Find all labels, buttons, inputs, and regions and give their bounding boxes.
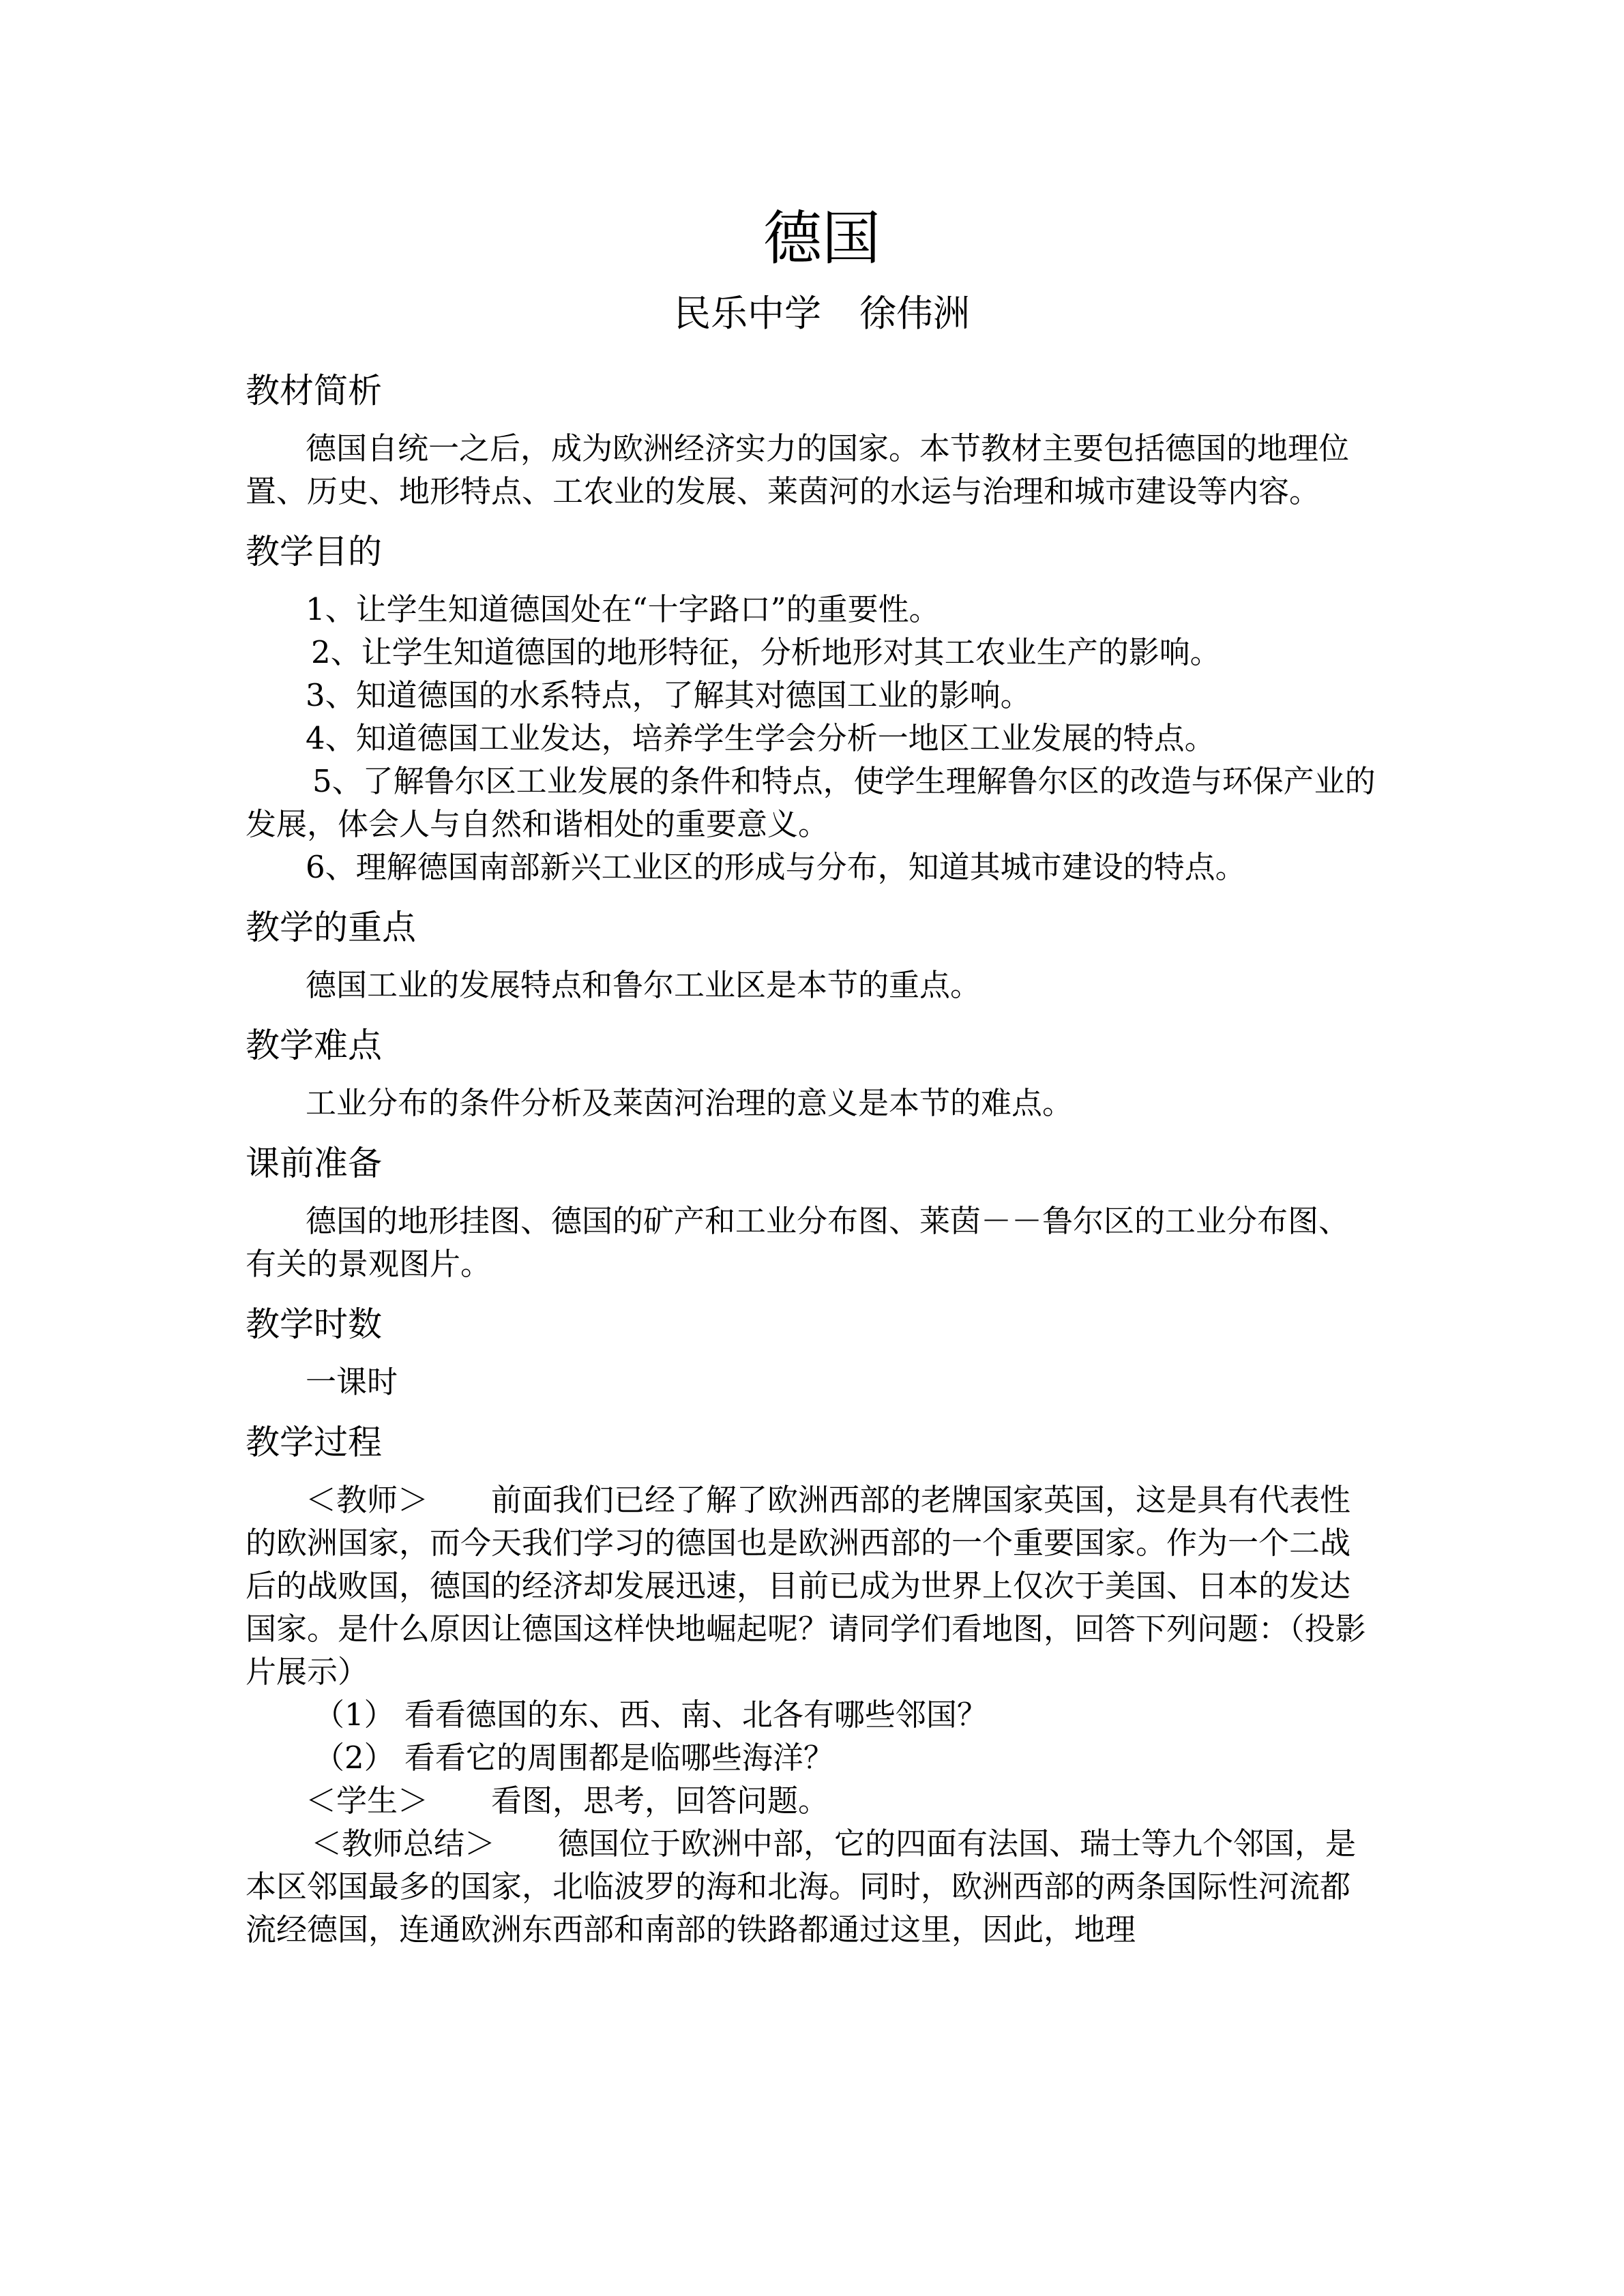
author-name: 徐伟洲	[859, 292, 970, 335]
student-label: ＜学生＞	[306, 1783, 429, 1819]
section-heading-preparation: 课前准备	[246, 1144, 382, 1183]
goal-item: 2、让学生知道德国的地形特征，分析地形对其工农业生产的影响。	[311, 634, 1221, 670]
hours-text: 一课时	[306, 1364, 398, 1400]
question-item: （2） 看看它的周围都是临哪些海洋？	[314, 1740, 834, 1776]
goal-item: 1、让学生知道德国处在“十字路口”的重要性。	[306, 591, 940, 627]
analysis-text: 德国自统一之后，成为欧洲经济实力的国家。本节教材主要包括德国的地理位置、历史、地形特点、工农业的发展、莱茵河的水运与治理和城市建设等内容。	[246, 430, 1350, 509]
student-text: 看图，思考，回答问题。	[491, 1783, 829, 1819]
summary-label: ＜教师总结＞	[311, 1825, 496, 1862]
difficulties-text: 工业分布的条件分析及莱茵河治理的意义是本节的难点。	[306, 1085, 1074, 1121]
lesson-plan-page	[246, 198, 1378, 1951]
summary-text: 德国位于欧洲中部，它的四面有法国、瑞士等九个邻国，是本区邻国最多的国家，北临波罗的海和北海。同时，欧洲西部的两条国际性河流都流经德国，连通欧洲东西部和南部的铁路都通过这里，因此，地理	[246, 1825, 1357, 1948]
section-heading-process: 教学过程	[246, 1422, 382, 1462]
section-heading-difficulties: 教学难点	[246, 1026, 382, 1065]
goal-item: 6、理解德国南部新兴工业区的形成与分布，知道其城市建设的特点。	[306, 849, 1246, 885]
goal-item: 5、了解鲁尔区工业发展的条件和特点，使学生理解鲁尔区的改造与环保产业的发展，体会人与自然和谐相处的重要意义。	[246, 763, 1376, 842]
question-item: （1） 看看德国的东、西、南、北各有哪些邻国？	[314, 1697, 988, 1733]
teacher-label: ＜教师＞	[306, 1482, 429, 1518]
goal-item: 4、知道德国工业发达，培养学生学会分析一地区工业发展的特点。	[306, 720, 1215, 756]
teacher-paragraph	[246, 1478, 1378, 1693]
section-heading-key-points: 教学的重点	[246, 908, 416, 947]
preparation-text: 德国的地形挂图、德国的矿产和工业分布图、莱茵－－鲁尔区的工业分布图、有关的景观图片。	[246, 1203, 1350, 1282]
author-line	[246, 285, 1378, 342]
key-points-text: 德国工业的发展特点和鲁尔工业区是本节的重点。	[306, 967, 981, 1003]
student-paragraph	[246, 1779, 1378, 1822]
document-title: 德国	[763, 205, 881, 273]
section-heading-goals: 教学目的	[246, 532, 382, 571]
teacher-text: 前面我们已经了解了欧洲西部的老牌国家英国，这是具有代表性的欧洲国家，而今天我们学习的德国也是欧洲西部的一个重要国家。作为一个二战后的战败国，德国的经济却发展迅速，目前已成为世界上仅次于美国、日本的发达国家。是什么原因让德国这样快地崛起呢？请同学们看地图，回答下列问题：（投影片展示）	[246, 1482, 1366, 1690]
school-name: 民乐中学	[674, 292, 821, 335]
section-heading-hours: 教学时数	[246, 1304, 382, 1344]
goal-item: 3、知道德国的水系特点，了解其对德国工业的影响。	[306, 677, 1031, 713]
summary-paragraph	[246, 1822, 1378, 1951]
section-heading-analysis: 教材简析	[246, 371, 382, 411]
